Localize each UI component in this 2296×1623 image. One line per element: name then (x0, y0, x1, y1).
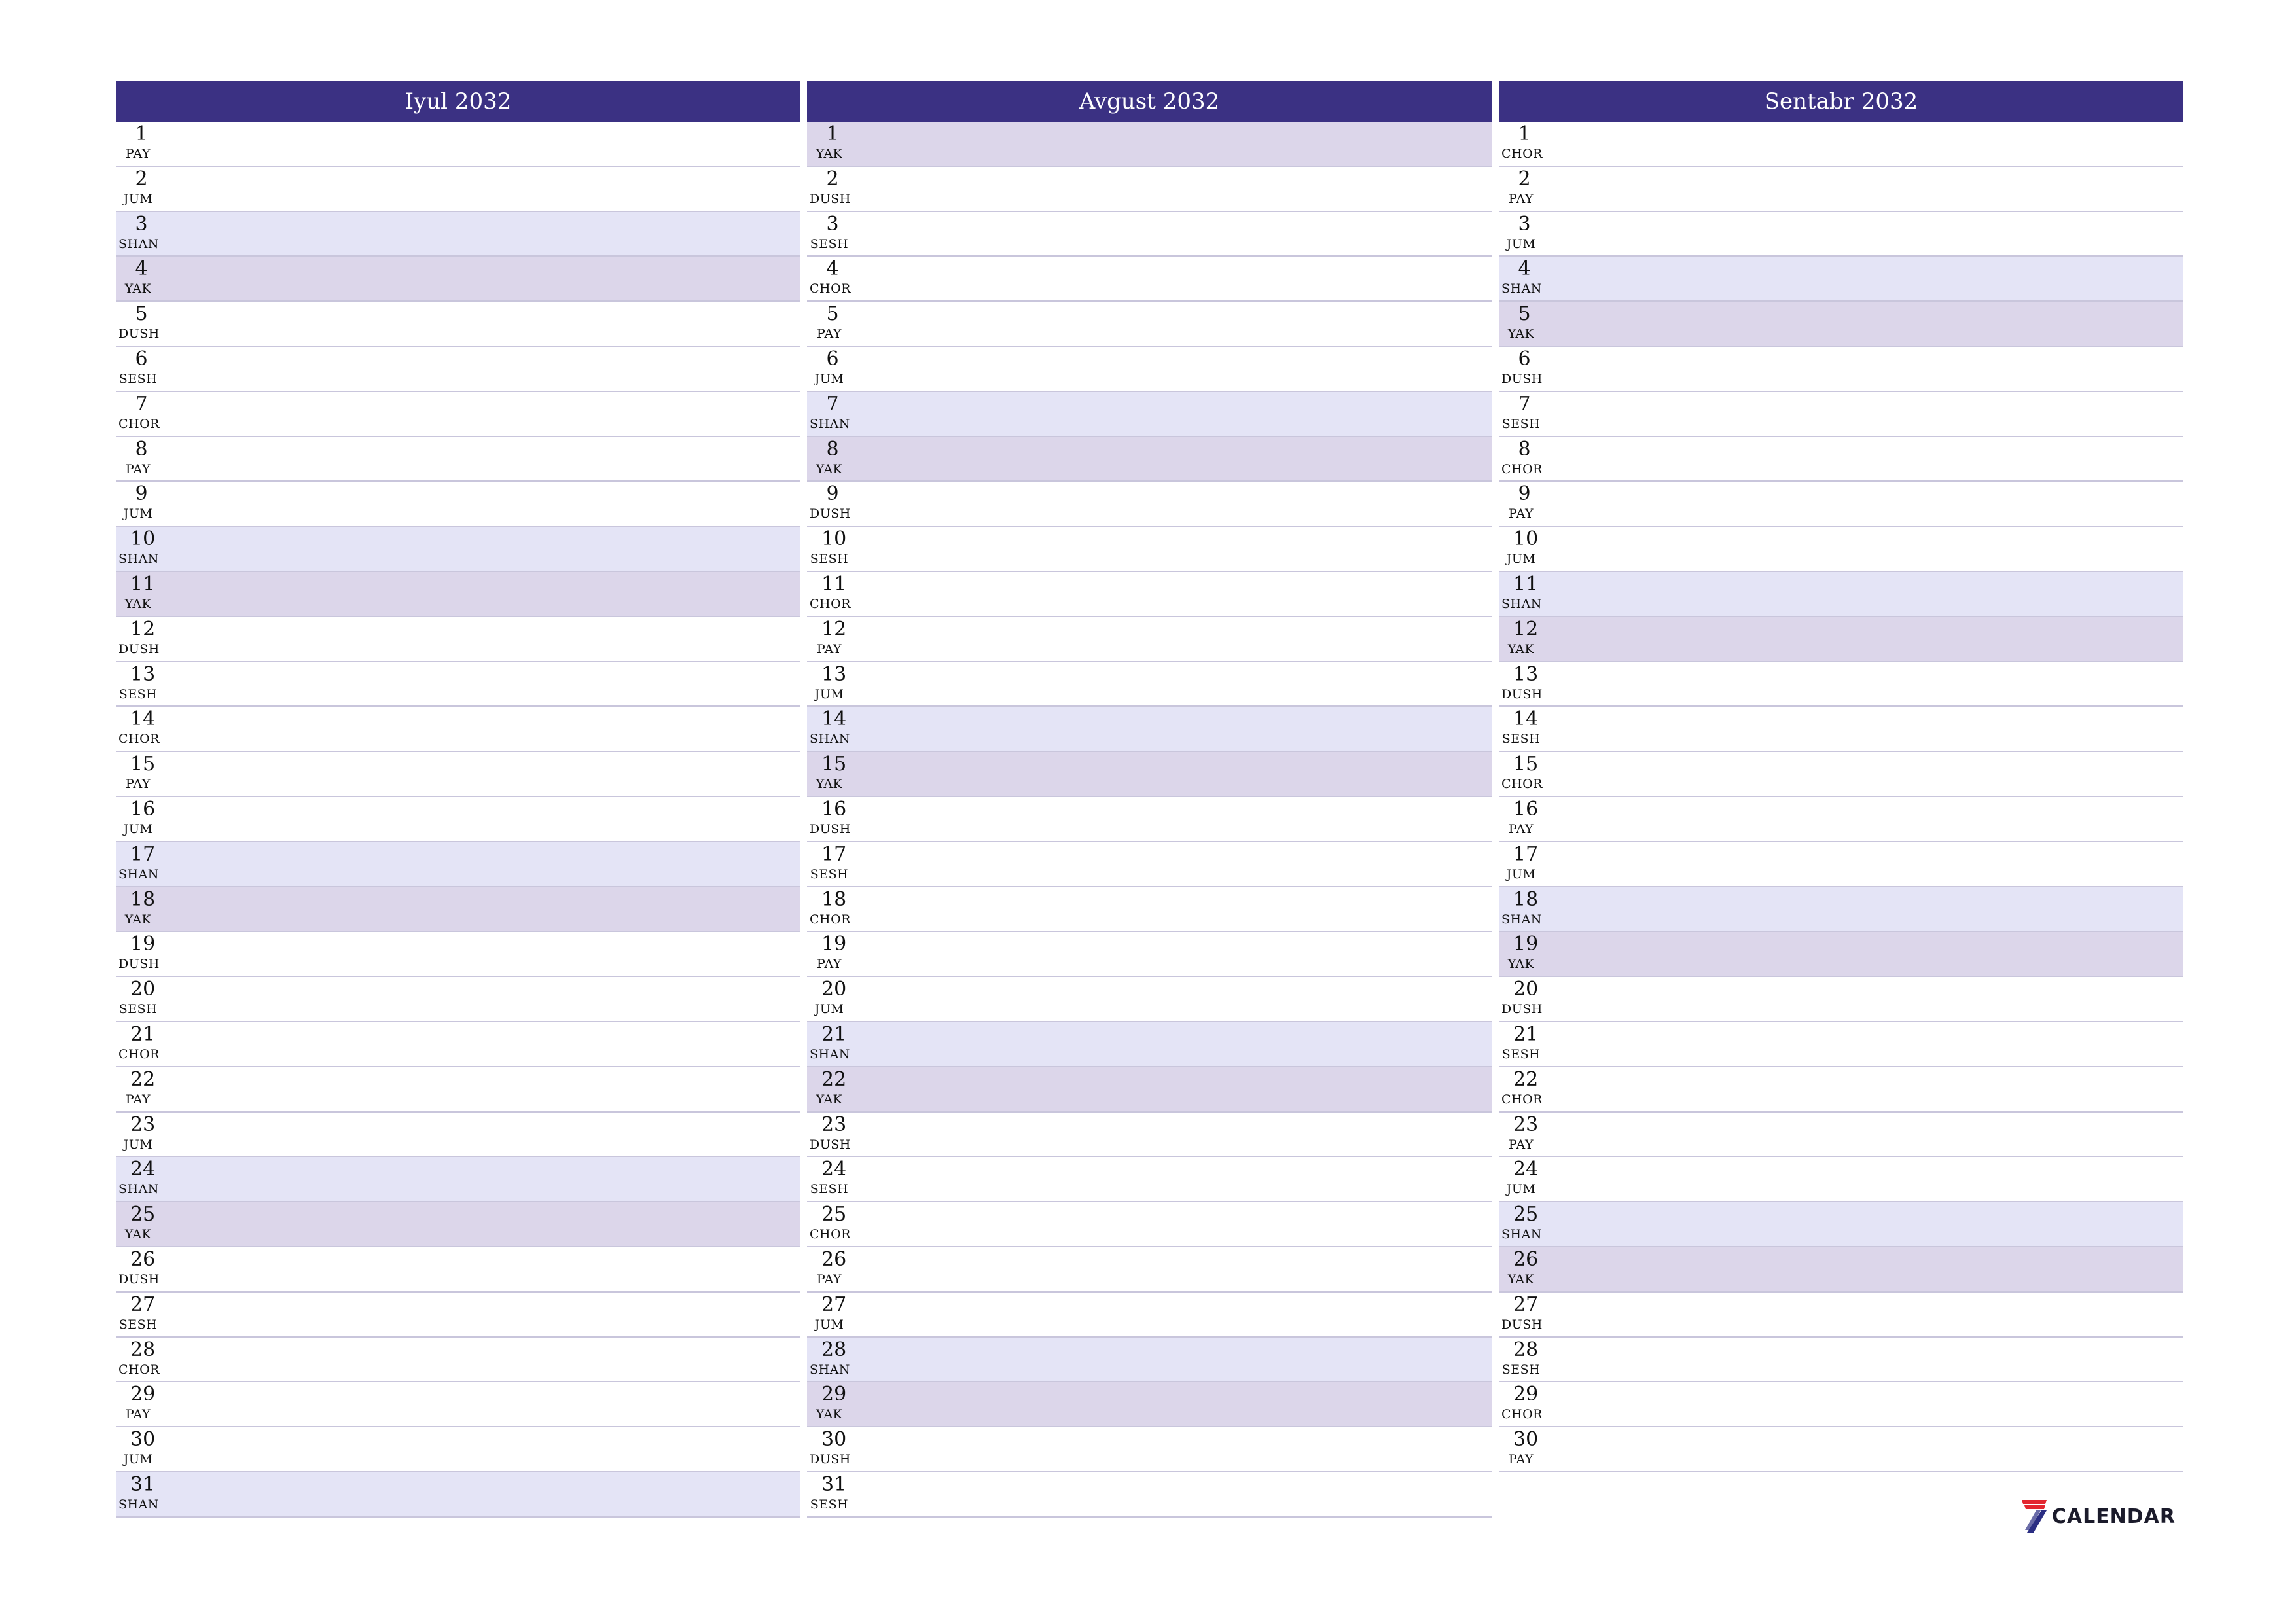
day-row (1499, 797, 2183, 842)
month-title: Iyul 2032 (116, 81, 800, 122)
day-number: 30 (821, 1428, 847, 1452)
day-row (116, 1113, 800, 1158)
weekday-label: DUSH (810, 1452, 851, 1467)
day-number: 29 (1513, 1383, 1539, 1406)
weekday-label: YAK (816, 147, 843, 161)
weekday-label: SESH (810, 1497, 849, 1512)
weekday-label: SESH (810, 552, 849, 567)
day-number: 13 (130, 662, 156, 686)
day-row (116, 1338, 800, 1383)
weekday-label: YAK (1507, 957, 1535, 972)
weekday-label: PAY (816, 641, 842, 656)
day-row (807, 1157, 1492, 1202)
day-number: 29 (130, 1383, 156, 1406)
day-number: 24 (1513, 1158, 1539, 1181)
month-column-september (1499, 81, 2183, 1472)
day-number: 22 (1513, 1067, 1539, 1091)
day-number: 21 (130, 1022, 156, 1046)
weekday-label: YAK (816, 1407, 843, 1422)
day-number: 29 (821, 1383, 847, 1406)
day-number: 10 (130, 527, 156, 551)
day-number: 1 (135, 122, 148, 145)
day-number: 11 (130, 572, 156, 596)
day-number: 5 (135, 302, 148, 326)
weekday-label: DUSH (118, 641, 160, 656)
day-row (807, 887, 1492, 933)
day-number: 6 (135, 347, 148, 370)
day-row (116, 527, 800, 572)
weekday-label: SHAN (1501, 912, 1542, 927)
day-number: 9 (1518, 482, 1531, 506)
day-row (116, 212, 800, 257)
day-number: 31 (821, 1472, 847, 1496)
day-row (1499, 437, 2183, 482)
day-number: 27 (130, 1293, 156, 1316)
day-row (807, 842, 1492, 887)
day-number: 14 (821, 707, 847, 731)
weekday-label: DUSH (810, 821, 851, 836)
weekday-label: SESH (1501, 732, 1541, 747)
day-row (807, 617, 1492, 662)
day-number: 14 (130, 707, 156, 731)
day-number: 24 (821, 1158, 847, 1181)
day-row (1499, 617, 2183, 662)
day-row (1499, 1157, 2183, 1202)
weekday-label: CHOR (1501, 1407, 1543, 1422)
day-row (807, 527, 1492, 572)
day-row (807, 1067, 1492, 1113)
weekday-label: SESH (118, 1317, 158, 1332)
day-number: 13 (821, 662, 847, 686)
day-row (807, 1202, 1492, 1247)
day-number: 8 (1518, 437, 1531, 461)
day-row (116, 662, 800, 707)
weekday-label: PAY (125, 1407, 151, 1422)
day-number: 30 (1513, 1428, 1539, 1452)
day-row (807, 212, 1492, 257)
day-number: 5 (1518, 302, 1531, 326)
day-number: 12 (821, 617, 847, 641)
day-row (807, 932, 1492, 977)
weekday-label: SHAN (118, 866, 159, 882)
day-number: 10 (821, 527, 847, 551)
day-number: 2 (826, 167, 839, 190)
day-number: 7 (826, 392, 839, 416)
weekday-label: CHOR (1501, 1092, 1543, 1107)
weekday-label: DUSH (1501, 1317, 1543, 1332)
weekday-label: PAY (816, 957, 842, 972)
weekday-label: JUM (123, 1452, 153, 1467)
day-row (1499, 392, 2183, 437)
day-number: 23 (1513, 1113, 1539, 1136)
day-number: 13 (1513, 662, 1539, 686)
weekday-label: YAK (816, 777, 843, 792)
day-row (116, 887, 800, 933)
day-row (1499, 662, 2183, 707)
day-row (1499, 1202, 2183, 1247)
weekday-label: YAK (1507, 641, 1535, 656)
day-number: 8 (826, 437, 839, 461)
day-row (116, 752, 800, 797)
month-title: Avgust 2032 (807, 81, 1492, 122)
weekday-label: CHOR (118, 1362, 160, 1377)
day-number: 15 (821, 753, 847, 776)
day-number: 23 (130, 1113, 156, 1136)
day-number: 11 (1513, 572, 1539, 596)
day-number: 12 (130, 617, 156, 641)
day-row (807, 257, 1492, 302)
day-number: 24 (130, 1158, 156, 1181)
day-number: 14 (1513, 707, 1539, 731)
day-number: 12 (1513, 617, 1539, 641)
weekday-label: PAY (1508, 1452, 1534, 1467)
day-row (1499, 527, 2183, 572)
day-row (807, 1022, 1492, 1067)
day-row (116, 482, 800, 527)
day-number: 3 (826, 212, 839, 236)
day-row (807, 752, 1492, 797)
day-row (1499, 707, 2183, 752)
weekday-label: PAY (816, 327, 842, 342)
day-number: 3 (135, 212, 148, 236)
day-number: 25 (130, 1203, 156, 1226)
month-column-august (807, 81, 1492, 1518)
weekday-label: JUM (123, 507, 153, 522)
day-row (116, 347, 800, 392)
day-row (1499, 1382, 2183, 1427)
day-number: 18 (130, 887, 156, 911)
day-number: 2 (135, 167, 148, 190)
day-row (1499, 977, 2183, 1022)
day-number: 28 (821, 1338, 847, 1361)
day-row (1499, 1113, 2183, 1158)
weekday-label: JUM (1506, 866, 1536, 882)
weekday-label: JUM (814, 1317, 844, 1332)
day-row (116, 1293, 800, 1338)
weekday-label: YAK (124, 912, 152, 927)
weekday-label: PAY (1508, 507, 1534, 522)
day-number: 1 (1518, 122, 1531, 145)
day-number: 9 (826, 482, 839, 506)
weekday-label: JUM (123, 1137, 153, 1152)
day-row (1499, 842, 2183, 887)
day-row (116, 167, 800, 212)
day-number: 28 (130, 1338, 156, 1361)
day-number: 17 (821, 842, 847, 866)
day-row (116, 1382, 800, 1427)
day-row (116, 302, 800, 347)
weekday-label: SESH (810, 236, 849, 251)
weekday-label: PAY (125, 1092, 151, 1107)
day-number: 22 (821, 1067, 847, 1091)
day-row (807, 1382, 1492, 1427)
day-number: 8 (135, 437, 148, 461)
weekday-label: PAY (1508, 821, 1534, 836)
day-row (116, 257, 800, 302)
day-list (116, 122, 800, 1518)
day-number: 7 (135, 392, 148, 416)
day-number: 20 (1513, 978, 1539, 1001)
weekday-label: PAY (1508, 191, 1534, 206)
weekday-label: SHAN (810, 1046, 850, 1061)
day-row (116, 977, 800, 1022)
day-number: 16 (1513, 797, 1539, 821)
day-number: 20 (130, 978, 156, 1001)
weekday-label: JUM (123, 821, 153, 836)
day-row (1499, 482, 2183, 527)
day-number: 4 (1518, 257, 1531, 281)
day-row (807, 707, 1492, 752)
day-row (1499, 1427, 2183, 1472)
day-number: 17 (130, 842, 156, 866)
day-number: 18 (1513, 887, 1539, 911)
day-number: 19 (1513, 933, 1539, 956)
day-number: 9 (135, 482, 148, 506)
day-row (1499, 347, 2183, 392)
day-number: 3 (1518, 212, 1531, 236)
day-row (807, 662, 1492, 707)
day-row (807, 482, 1492, 527)
weekday-label: YAK (1507, 1272, 1535, 1287)
weekday-label: CHOR (810, 1227, 851, 1242)
day-row (116, 1067, 800, 1113)
day-row (807, 1427, 1492, 1472)
day-number: 16 (821, 797, 847, 821)
brand-logo (2019, 1499, 2176, 1534)
day-number: 20 (821, 978, 847, 1001)
day-row (116, 842, 800, 887)
day-row (1499, 752, 2183, 797)
day-list (1499, 122, 2183, 1472)
day-row (1499, 887, 2183, 933)
weekday-label: PAY (125, 777, 151, 792)
weekday-label: SHAN (118, 1497, 159, 1512)
weekday-label: CHOR (810, 912, 851, 927)
day-number: 16 (130, 797, 156, 821)
month-title: Sentabr 2032 (1499, 81, 2183, 122)
weekday-label: SHAN (118, 1182, 159, 1197)
day-row (116, 572, 800, 617)
day-number: 6 (1518, 347, 1531, 370)
day-number: 28 (1513, 1338, 1539, 1361)
weekday-label: SESH (810, 1182, 849, 1197)
day-number: 21 (821, 1022, 847, 1046)
weekday-label: CHOR (118, 1046, 160, 1061)
weekday-label: CHOR (1501, 461, 1543, 476)
weekday-label: YAK (816, 1092, 843, 1107)
weekday-label: DUSH (118, 327, 160, 342)
day-list (807, 122, 1492, 1518)
day-row (807, 977, 1492, 1022)
month-column-july (116, 81, 800, 1518)
day-row (116, 617, 800, 662)
weekday-label: DUSH (118, 957, 160, 972)
day-number: 21 (1513, 1022, 1539, 1046)
weekday-label: SHAN (118, 552, 159, 567)
day-row (807, 392, 1492, 437)
day-number: 23 (821, 1113, 847, 1136)
day-number: 31 (130, 1472, 156, 1496)
day-row (807, 1472, 1492, 1518)
day-number: 18 (821, 887, 847, 911)
weekday-label: YAK (1507, 327, 1535, 342)
day-number: 26 (1513, 1247, 1539, 1271)
day-row (116, 707, 800, 752)
weekday-label: JUM (1506, 236, 1536, 251)
weekday-label: CHOR (118, 416, 160, 431)
day-row (1499, 212, 2183, 257)
day-row (807, 167, 1492, 212)
weekday-label: JUM (814, 1002, 844, 1017)
weekday-label: JUM (814, 371, 844, 386)
day-row (116, 1472, 800, 1518)
weekday-label: CHOR (810, 596, 851, 611)
day-number: 10 (1513, 527, 1539, 551)
day-number: 2 (1518, 167, 1531, 190)
day-row (1499, 1338, 2183, 1383)
weekday-label: SHAN (810, 1362, 850, 1377)
day-row (807, 1338, 1492, 1383)
day-row (116, 1022, 800, 1067)
day-number: 27 (1513, 1293, 1539, 1316)
weekday-label: CHOR (118, 732, 160, 747)
weekday-label: JUM (123, 191, 153, 206)
day-row (1499, 572, 2183, 617)
weekday-label: JUM (1506, 552, 1536, 567)
day-row (116, 1427, 800, 1472)
day-row (807, 1293, 1492, 1338)
day-number: 5 (826, 302, 839, 326)
day-row (1499, 1067, 2183, 1113)
day-number: 17 (1513, 842, 1539, 866)
weekday-label: PAY (816, 1272, 842, 1287)
day-number: 1 (826, 122, 839, 145)
day-number: 7 (1518, 392, 1531, 416)
weekday-label: DUSH (1501, 371, 1543, 386)
weekday-label: SESH (1501, 416, 1541, 431)
weekday-label: DUSH (1501, 1002, 1543, 1017)
day-row (807, 797, 1492, 842)
weekday-label: JUM (1506, 1182, 1536, 1197)
day-row (807, 1113, 1492, 1158)
day-row (116, 1157, 800, 1202)
day-number: 15 (130, 753, 156, 776)
day-row (1499, 167, 2183, 212)
day-row (116, 122, 800, 167)
day-row (116, 932, 800, 977)
weekday-label: DUSH (810, 1137, 851, 1152)
weekday-label: DUSH (118, 1272, 160, 1287)
day-row (807, 1247, 1492, 1293)
day-row (1499, 302, 2183, 347)
weekday-label: SHAN (1501, 596, 1542, 611)
day-number: 11 (821, 572, 847, 596)
weekday-label: SESH (810, 866, 849, 882)
weekday-label: YAK (124, 281, 152, 296)
day-row (807, 437, 1492, 482)
day-row (1499, 122, 2183, 167)
weekday-label: DUSH (810, 507, 851, 522)
day-number: 30 (130, 1428, 156, 1452)
day-row (116, 392, 800, 437)
weekday-label: PAY (125, 147, 151, 161)
day-row (116, 797, 800, 842)
day-number: 15 (1513, 753, 1539, 776)
weekday-label: YAK (124, 1227, 152, 1242)
day-row (116, 1247, 800, 1293)
day-number: 25 (1513, 1203, 1539, 1226)
day-row (116, 1202, 800, 1247)
day-row (807, 122, 1492, 167)
weekday-label: YAK (124, 596, 152, 611)
brand-text: CALENDAR (2051, 1505, 2176, 1528)
day-number: 26 (821, 1247, 847, 1271)
day-number: 25 (821, 1203, 847, 1226)
day-row (807, 302, 1492, 347)
day-row (1499, 1022, 2183, 1067)
weekday-label: CHOR (1501, 147, 1543, 161)
weekday-label: DUSH (810, 191, 851, 206)
weekday-label: CHOR (810, 281, 851, 296)
day-number: 27 (821, 1293, 847, 1316)
weekday-label: SESH (118, 687, 158, 702)
weekday-label: SHAN (810, 732, 850, 747)
day-row (116, 437, 800, 482)
day-number: 19 (130, 933, 156, 956)
weekday-label: SHAN (1501, 281, 1542, 296)
day-number: 22 (130, 1067, 156, 1091)
day-number: 4 (135, 257, 148, 281)
weekday-label: SESH (118, 1002, 158, 1017)
weekday-label: YAK (816, 461, 843, 476)
weekday-label: SHAN (118, 236, 159, 251)
weekday-label: DUSH (1501, 687, 1543, 702)
weekday-label: CHOR (1501, 777, 1543, 792)
day-row (807, 572, 1492, 617)
day-number: 6 (826, 347, 839, 370)
day-row (1499, 257, 2183, 302)
weekday-label: JUM (814, 687, 844, 702)
day-row (807, 347, 1492, 392)
weekday-label: SESH (1501, 1046, 1541, 1061)
day-number: 4 (826, 257, 839, 281)
weekday-label: PAY (1508, 1137, 1534, 1152)
day-row (1499, 1293, 2183, 1338)
day-number: 26 (130, 1247, 156, 1271)
weekday-label: SESH (1501, 1362, 1541, 1377)
weekday-label: SESH (118, 371, 158, 386)
day-row (1499, 932, 2183, 977)
weekday-label: SHAN (810, 416, 850, 431)
weekday-label: SHAN (1501, 1227, 1542, 1242)
weekday-label: PAY (125, 461, 151, 476)
day-number: 19 (821, 933, 847, 956)
day-row (1499, 1247, 2183, 1293)
seven-logo-icon (2019, 1499, 2048, 1534)
